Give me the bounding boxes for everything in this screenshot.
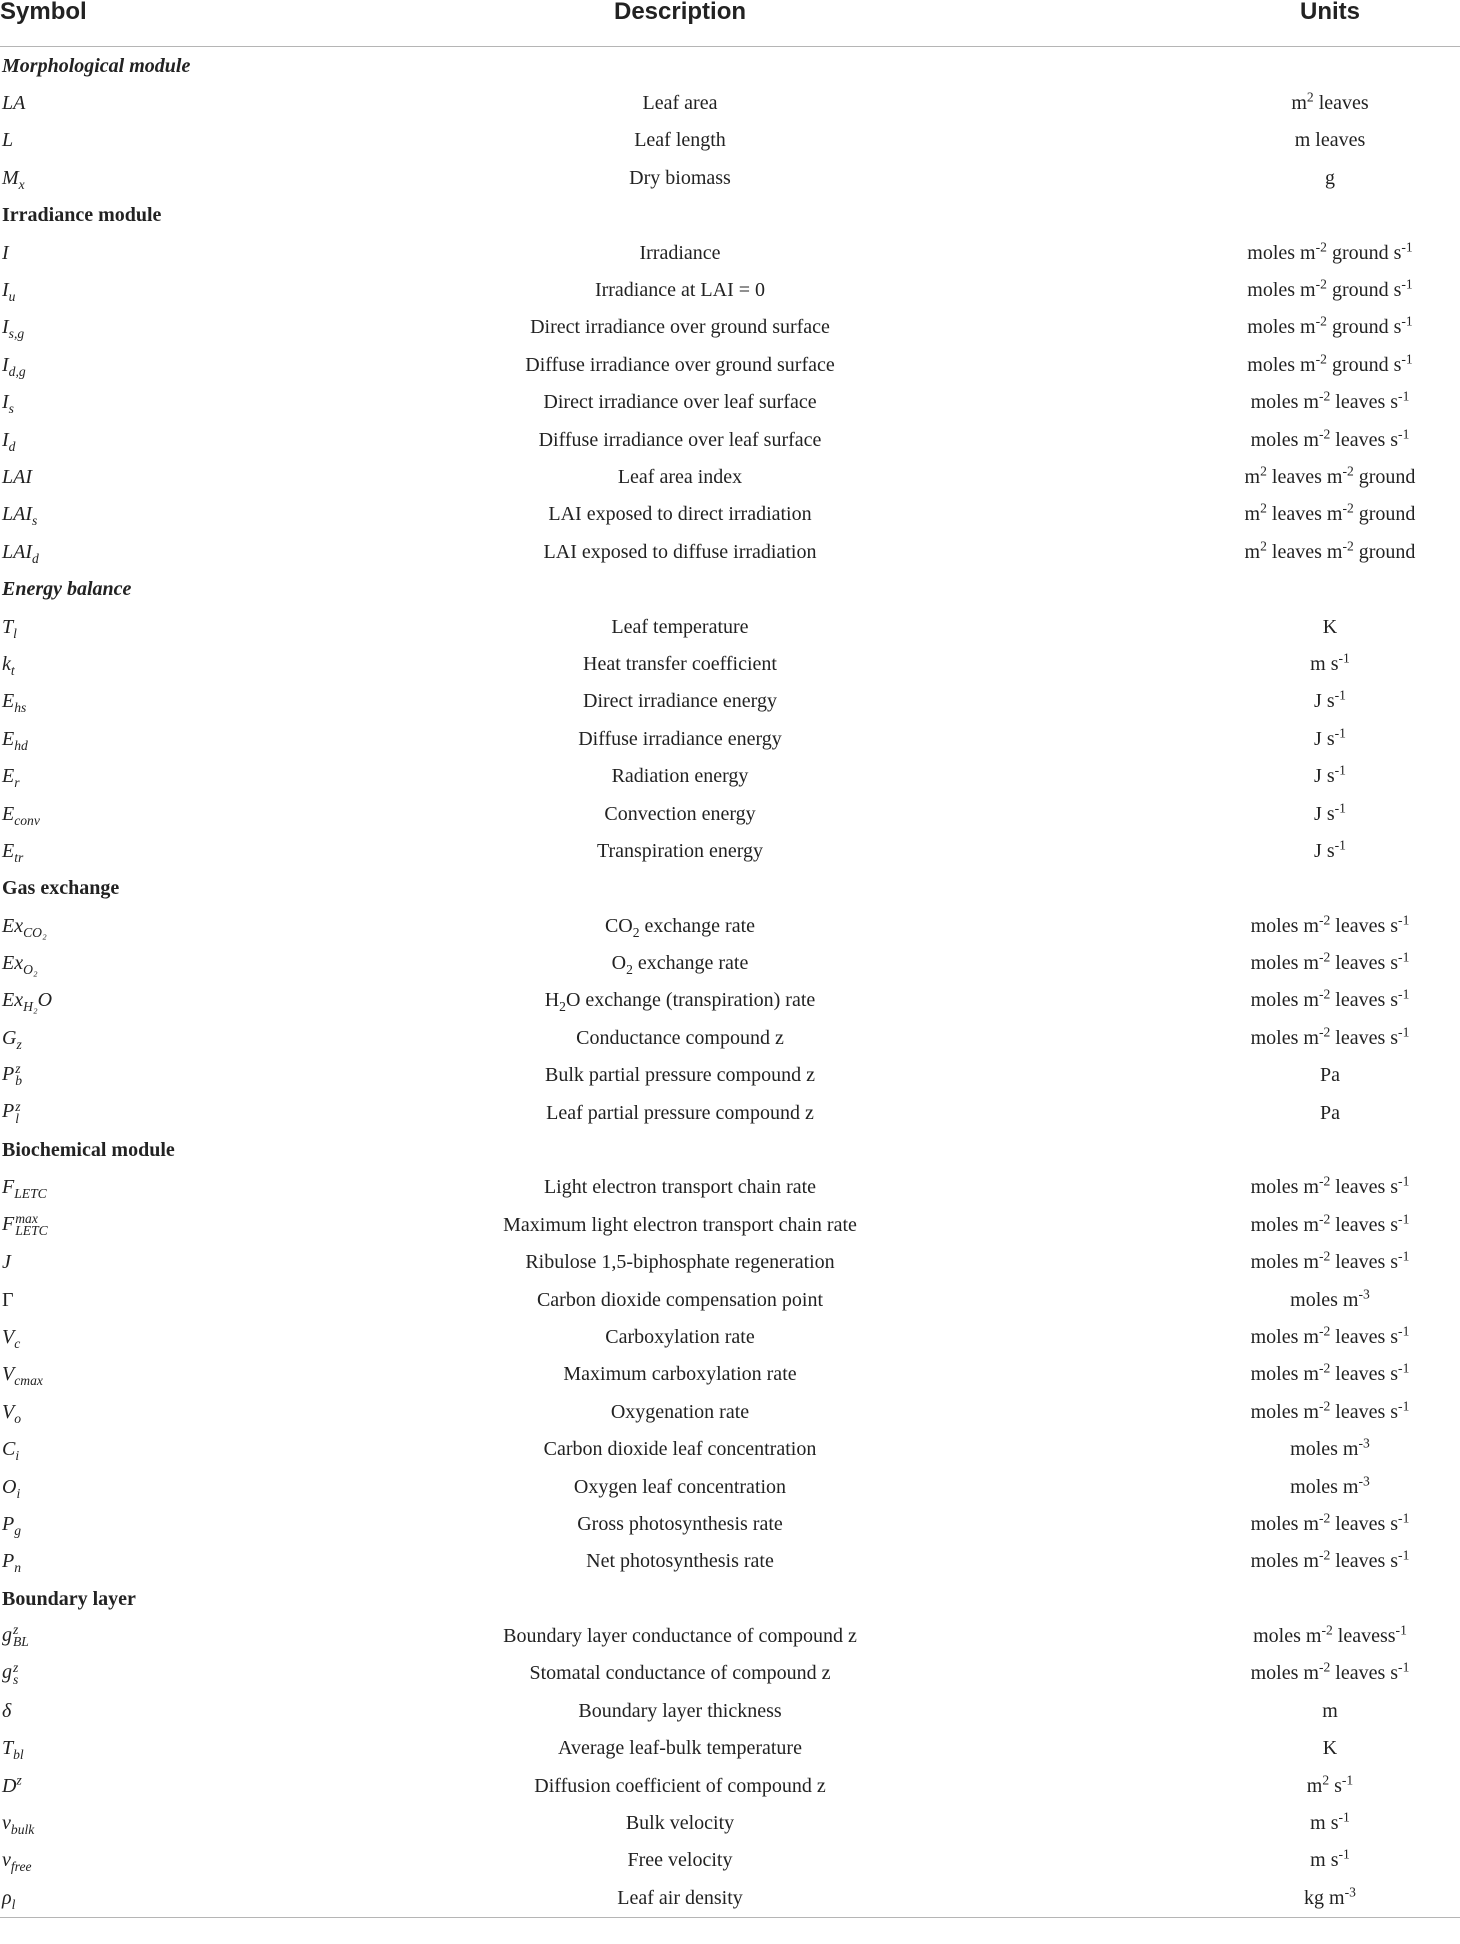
table-row xyxy=(0,122,1460,159)
description-cell: Free velocity xyxy=(627,1849,733,1872)
table-row xyxy=(0,832,1460,869)
description-cell: Gross photosynthesis rate xyxy=(577,1512,783,1535)
table-row xyxy=(0,1430,1460,1467)
units-cell: moles $m^{-2}$ ground $s^{-1}$ xyxy=(1247,351,1413,376)
units-cell: m $s^{-1}$ xyxy=(1310,650,1350,675)
units-cell: moles $m^{-2}$ leaves $s^{-1}$ xyxy=(1250,388,1410,414)
symbol-cell: δ xyxy=(2,1699,12,1722)
symbol-cell: $I_{s,g}$ xyxy=(2,316,25,342)
table-row xyxy=(0,944,1460,981)
symbol-cell: $V_c$ xyxy=(2,1325,21,1351)
symbol-cell: $D^z$ xyxy=(2,1772,22,1797)
units-cell: m xyxy=(1322,1699,1338,1722)
description-cell: Leaf air density xyxy=(617,1886,743,1909)
units-cell: moles $m^{-2}$ leaves $s^{-1}$ xyxy=(1250,1510,1410,1535)
description-cell: Diffuse irradiance energy xyxy=(578,727,782,750)
section-row xyxy=(0,47,1460,85)
units-cell: moles $m^{-2}$ ground $s^{-1}$ xyxy=(1247,276,1413,302)
section-row xyxy=(0,1131,1460,1168)
description-cell: Direct irradiance over ground surface xyxy=(530,316,830,339)
units-cell: moles $m^{-2}$ leaves $s^{-1}$ xyxy=(1250,949,1410,975)
description-cell: Bulk velocity xyxy=(625,1812,735,1835)
description-cell: $CO_2$ exchange rate xyxy=(604,914,756,940)
units-cell: m $s^{-1}$ xyxy=(1310,1846,1350,1872)
description-cell: Stomatal conductance of compound z xyxy=(529,1662,831,1685)
table-row xyxy=(0,1356,1460,1393)
table-row xyxy=(0,1617,1460,1654)
symbol-cell: $T_l$ xyxy=(2,615,17,641)
units-cell: Pa xyxy=(1320,1101,1340,1124)
symbol-cell: $E_{conv}$ xyxy=(2,802,40,828)
description-cell: Carbon dioxide leaf concentration xyxy=(543,1438,817,1461)
units-cell: m $s^{-1}$ xyxy=(1310,1809,1350,1835)
section-row xyxy=(0,197,1460,234)
table-row xyxy=(0,1393,1460,1430)
units-cell: moles $m^{-2}$ ground $s^{-1}$ xyxy=(1247,313,1413,339)
header-units: Units xyxy=(980,0,1460,47)
units-cell: J $s^{-1}$ xyxy=(1314,687,1346,713)
section-title: Irradiance module xyxy=(2,204,162,227)
description-cell: Heat transfer coefficient xyxy=(583,652,777,675)
symbol-cell: $E_{hd}$ xyxy=(2,727,28,753)
table-row xyxy=(0,234,1460,271)
symbol-cell: F max LETC xyxy=(2,1211,48,1238)
units-cell: moles $m^{-3}$ xyxy=(1290,1285,1370,1311)
description-cell: Convection energy xyxy=(604,802,756,825)
description-cell: Boundary layer thickness xyxy=(578,1699,782,1722)
description-cell: Irradiance at LAI = 0 xyxy=(594,279,766,302)
table-row xyxy=(0,1094,1460,1131)
description-cell: Light electron transport chain rate xyxy=(543,1176,817,1199)
symbol-cell: $M_x$ xyxy=(2,166,25,192)
description-cell: Direct irradiance energy xyxy=(583,690,777,713)
description-cell: Conductance compound z xyxy=(576,1026,784,1049)
symbol-cell: $I_d$ xyxy=(2,428,16,454)
description-cell: LAI exposed to direct irradiation xyxy=(548,503,812,526)
symbol-cell: L xyxy=(2,129,14,152)
table-row xyxy=(0,683,1460,720)
symbol-cell: $Ex_{H_2}O$ xyxy=(2,989,53,1015)
description-cell: Oxygenation rate xyxy=(610,1400,750,1423)
units-cell: K xyxy=(1322,615,1338,638)
table-row xyxy=(0,1505,1460,1542)
section-title: Morphological module xyxy=(2,54,191,77)
units-cell: moles $m^{-2}$ leaves $s^{-1}$ xyxy=(1250,1248,1410,1274)
table-row xyxy=(0,795,1460,832)
symbol-cell: $v_{bulk}$ xyxy=(2,1812,35,1838)
units-cell: moles $m^{-2}$ ground $s^{-1}$ xyxy=(1247,238,1413,264)
description-cell: Ribulose 1,5-biphosphate regeneration xyxy=(525,1251,835,1274)
bottom-rule xyxy=(0,1917,1460,1924)
description-cell: Leaf length xyxy=(634,129,726,152)
units-cell: $m^2$ leaves $m^{-2}$ ground xyxy=(1244,500,1416,526)
units-cell: $m^2$ leaves xyxy=(1291,89,1369,115)
table-row xyxy=(0,608,1460,645)
symbol-cell: $I_s$ xyxy=(2,391,14,417)
header-symbol: Symbol xyxy=(0,0,380,47)
description-cell: $O_2$ exchange rate xyxy=(611,952,749,978)
symbol-cell: P z l xyxy=(2,1098,21,1126)
table-row xyxy=(0,159,1460,196)
units-cell: J $s^{-1}$ xyxy=(1314,762,1346,788)
description-cell: Oxygen leaf concentration xyxy=(573,1475,787,1498)
units-cell: moles $m^{-2}$ leaves $s^{-1}$ xyxy=(1250,912,1410,937)
symbol-cell: $E_r$ xyxy=(2,765,20,791)
table-row xyxy=(0,1842,1460,1879)
table-body xyxy=(0,47,1460,1917)
description-cell: Dry biomass xyxy=(629,166,731,189)
units-cell: moles $m^{-2}$ leaves $s^{-1}$ xyxy=(1250,1547,1410,1573)
symbol-cell: $G_z$ xyxy=(2,1026,22,1052)
table-row xyxy=(0,421,1460,458)
description-cell: Net photosynthesis rate xyxy=(586,1550,774,1573)
units-cell: J $s^{-1}$ xyxy=(1314,799,1346,825)
symbol-cell: LA xyxy=(2,92,26,115)
table-row xyxy=(0,271,1460,308)
units-cell: moles $m^{-2}$ leaves $s^{-1}$ xyxy=(1250,1360,1410,1386)
symbol-cell: $I_{d,g}$ xyxy=(2,353,26,379)
section-title: Biochemical module xyxy=(2,1139,175,1162)
symbol-cell: $Ex_{CO_2}$ xyxy=(2,914,47,940)
symbol-cell: LAI xyxy=(2,465,32,488)
description-cell: Irradiance xyxy=(639,241,721,264)
symbol-cell: $\rho_l$ xyxy=(2,1886,16,1912)
description-cell: Leaf area index xyxy=(617,465,743,488)
description-cell: Leaf area xyxy=(642,92,718,115)
units-cell: J $s^{-1}$ xyxy=(1314,837,1346,862)
header-row xyxy=(0,0,1460,47)
units-cell: moles $m^{-2}$ leaves $s^{-1}$ xyxy=(1250,1323,1410,1348)
symbol-cell: $V_o$ xyxy=(2,1400,22,1426)
symbol-cell: $V_{cmax}$ xyxy=(2,1363,43,1389)
description-cell: Boundary layer conductance of compound z xyxy=(503,1625,857,1648)
table-row xyxy=(0,84,1460,121)
table-row xyxy=(0,1468,1460,1505)
table-row xyxy=(0,309,1460,346)
units-cell: $m^2$ $s^{-1}$ xyxy=(1306,1772,1354,1797)
symbol-cell: J xyxy=(2,1251,11,1274)
symbol-cell: $F_{LETC}$ xyxy=(2,1176,47,1202)
symbol-cell: $O_i$ xyxy=(2,1475,21,1501)
table-row xyxy=(0,982,1460,1019)
units-cell: moles $m^{-2}$ leaves $s^{-1}$ xyxy=(1250,1024,1410,1049)
units-cell: $m^2$ leaves $m^{-2}$ ground xyxy=(1244,463,1416,488)
description-cell: Diffuse irradiance over leaf surface xyxy=(538,428,822,451)
table-row xyxy=(0,1730,1460,1767)
symbol-cell: $E_{hs}$ xyxy=(2,690,27,716)
description-cell: Maximum light electron transport chain rate xyxy=(503,1213,857,1236)
description-cell: Transpiration energy xyxy=(596,839,764,862)
units-cell: moles $m^{-2}$ leaves $s^{-1}$ xyxy=(1250,986,1410,1012)
units-cell: K xyxy=(1322,1737,1338,1760)
table-row xyxy=(0,496,1460,533)
description-cell: Bulk partial pressure compound z xyxy=(545,1064,815,1087)
table-row xyxy=(0,720,1460,757)
section-title: Energy balance xyxy=(2,578,132,601)
description-cell: Direct irradiance over leaf surface xyxy=(543,391,817,414)
symbol-cell: Γ xyxy=(2,1288,14,1311)
table-row xyxy=(0,384,1460,421)
description-cell: Carboxylation rate xyxy=(605,1325,755,1348)
table-row xyxy=(0,1019,1460,1056)
symbol-cell: $Ex_{O_2}$ xyxy=(2,952,38,978)
description-cell: Leaf temperature xyxy=(611,615,749,638)
symbol-cell: $LAI_s$ xyxy=(2,503,38,529)
units-cell: moles $m^{-3}$ xyxy=(1290,1435,1370,1461)
table-row xyxy=(0,1879,1460,1916)
symbol-cell: I xyxy=(2,241,9,264)
symbol-cell: g z BL xyxy=(2,1622,29,1650)
table-row xyxy=(0,1169,1460,1206)
description-cell: LAI exposed to diffuse irradiation xyxy=(543,540,817,563)
units-cell: Pa xyxy=(1320,1064,1340,1087)
table-row xyxy=(0,346,1460,383)
symbol-cell: $v_{free}$ xyxy=(2,1849,32,1875)
table-row xyxy=(0,907,1460,944)
units-cell: $m^2$ leaves $m^{-2}$ ground xyxy=(1244,538,1416,563)
section-title: Gas exchange xyxy=(2,877,120,900)
description-cell: Maximum carboxylation rate xyxy=(563,1363,797,1386)
units-cell: moles $m^{-2}$ leavess$^{-1}$ xyxy=(1253,1622,1407,1648)
description-cell: Diffusion coefficient of compound z xyxy=(534,1774,826,1797)
units-cell: g xyxy=(1325,166,1335,189)
symbol-cell: $LAI_d$ xyxy=(2,540,39,566)
table-row xyxy=(0,1655,1460,1692)
description-cell: $H_2O$ exchange (transpiration) rate xyxy=(544,989,816,1015)
symbol-cell: $P_n$ xyxy=(2,1550,22,1576)
table-row xyxy=(0,1318,1460,1355)
symbol-cell: P z b xyxy=(2,1061,23,1089)
units-cell: J $s^{-1}$ xyxy=(1314,725,1346,750)
table-row xyxy=(0,1543,1460,1580)
units-cell: moles $m^{-2}$ leaves $s^{-1}$ xyxy=(1250,1211,1410,1236)
description-cell: Radiation energy xyxy=(611,765,749,788)
units-cell: moles $m^{-2}$ leaves $s^{-1}$ xyxy=(1250,1659,1410,1685)
units-cell: moles $m^{-2}$ leaves $s^{-1}$ xyxy=(1250,425,1410,451)
header-description: Description xyxy=(380,0,980,47)
section-row xyxy=(0,570,1460,607)
units-cell: kg $m^{-3}$ xyxy=(1304,1884,1356,1909)
units-cell: moles $m^{-3}$ xyxy=(1290,1472,1370,1498)
symbol-cell: $C_i$ xyxy=(2,1438,20,1464)
description-cell: Leaf partial pressure compound z xyxy=(546,1101,814,1124)
symbol-cell: $P_g$ xyxy=(2,1512,22,1538)
description-cell: Average leaf-bulk temperature xyxy=(558,1737,802,1760)
symbol-cell: $T_{bl}$ xyxy=(2,1737,24,1763)
table-row xyxy=(0,757,1460,794)
units-cell: moles $m^{-2}$ leaves $s^{-1}$ xyxy=(1250,1173,1410,1199)
table-row xyxy=(0,1281,1460,1318)
description-cell: Diffuse irradiance over ground surface xyxy=(525,353,835,376)
symbol-cell: $I_u$ xyxy=(2,279,16,305)
units-cell: moles $m^{-2}$ leaves $s^{-1}$ xyxy=(1250,1398,1410,1423)
table-row xyxy=(0,1206,1460,1243)
section-row xyxy=(0,870,1460,907)
units-cell: m leaves xyxy=(1294,129,1366,152)
symbol-cell: g z s xyxy=(2,1659,19,1687)
section-row xyxy=(0,1580,1460,1617)
table-row xyxy=(0,1767,1460,1804)
table-row xyxy=(0,1244,1460,1281)
symbol-cell: $E_{tr}$ xyxy=(2,839,24,865)
section-title: Boundary layer xyxy=(2,1587,136,1610)
description-cell: Carbon dioxide compensation point xyxy=(536,1288,824,1311)
table-row xyxy=(0,533,1460,570)
symbol-cell: $k_t$ xyxy=(2,652,15,678)
table-row xyxy=(0,1057,1460,1094)
table-row xyxy=(0,458,1460,495)
table-row xyxy=(0,1804,1460,1841)
table-row xyxy=(0,1692,1460,1729)
table-row xyxy=(0,645,1460,682)
